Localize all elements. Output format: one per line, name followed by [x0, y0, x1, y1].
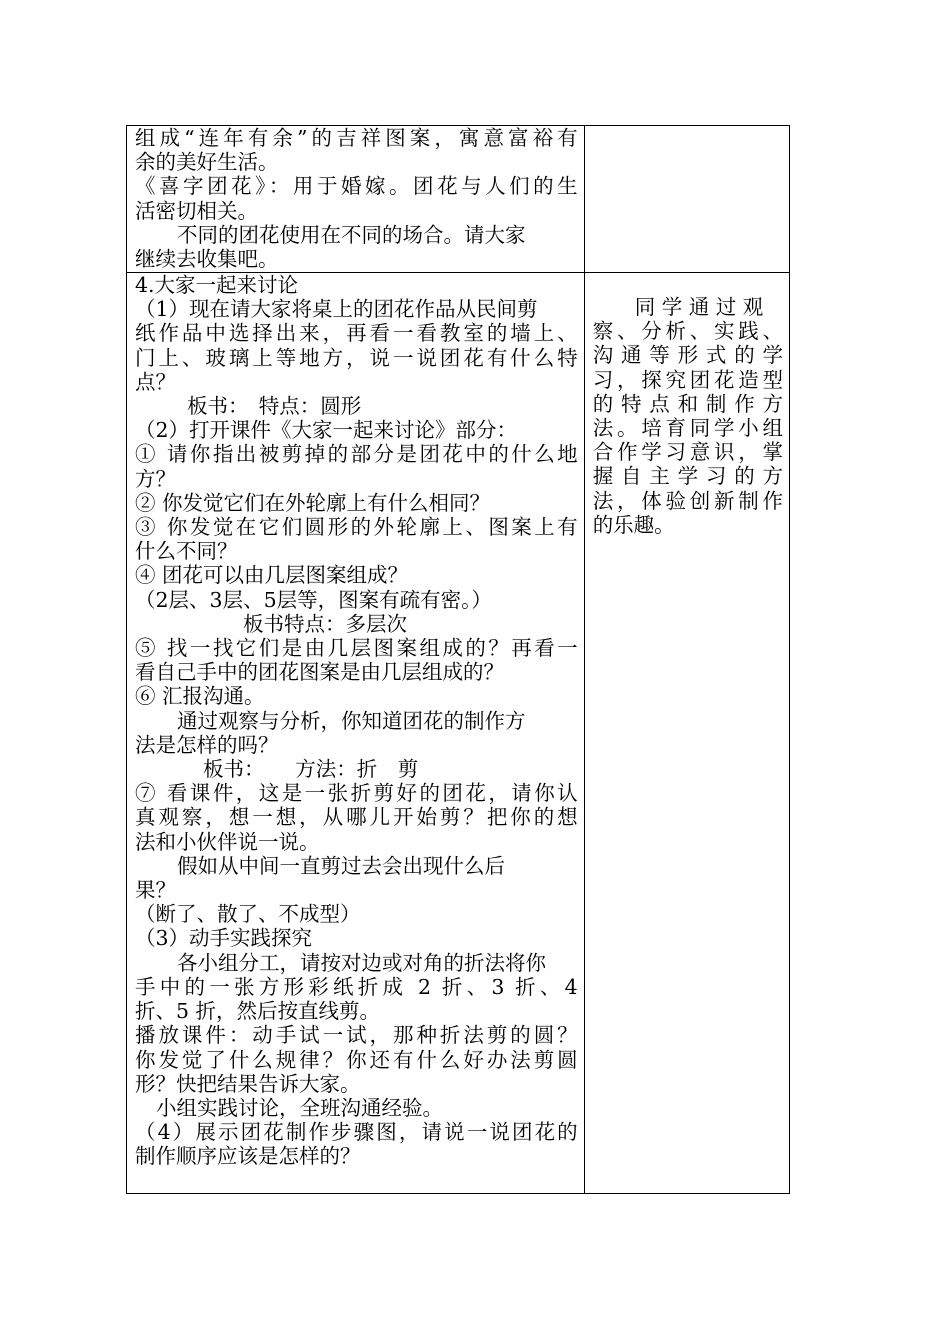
text-line: 察、分析、实践、: [592, 319, 783, 344]
table-row: [127, 273, 790, 1194]
text-line: 同 学 通 过 观: [634, 295, 764, 319]
text-line: 继续去收集吧。: [135, 247, 279, 272]
text-line: ⑦ 看课件，这是一张折剪好的团花，请你认: [135, 781, 578, 806]
text-line: 余的美好生活。: [135, 150, 279, 175]
text-line: 果？: [135, 878, 176, 903]
lesson-plan-table: [126, 125, 790, 1194]
section-heading: 4.大家一起来讨论: [135, 273, 299, 297]
text-line: （3）动手实践探究: [135, 926, 313, 951]
text-line: ③ 你发觉在它们圆形的外轮廓上、图案上有: [135, 515, 578, 540]
text-line: 握自主学习的方: [592, 464, 783, 489]
text-line: 假如从中间一直剪过去会出现什么后: [177, 853, 505, 878]
blackboard-note: 板书： 特点：圆形: [187, 394, 362, 419]
text-line: （1）现在请大家将桌上的团花作品从民间剪: [135, 297, 538, 322]
blackboard-note: 板书： 方法：折 剪: [203, 757, 419, 782]
text-line: 各小组分工，请按对边或对角的折法将你: [177, 950, 546, 975]
text-line: 法。培育同学小组: [592, 416, 783, 441]
text-line: 法和小伙伴说一说。: [135, 829, 320, 854]
text-line: ⑥ 汇报沟通。: [135, 684, 265, 709]
text-line: 《喜字团花》：用于婚嫁。团花与人们的生: [135, 174, 578, 199]
text-line: 手中的一张方形彩纸折成 2 折、3 折、4: [135, 974, 578, 999]
text-line: 播放课件：动手试一试，那种折法剪的圆？: [135, 1023, 578, 1048]
text-line: 纸作品中选择出来，再看一看教室的墙上、: [135, 321, 578, 346]
lesson-content-cell: [127, 126, 585, 273]
text-line: 的特点和制作方: [592, 391, 783, 416]
design-intent-cell: [584, 273, 789, 1194]
lesson-content-cell: [127, 273, 585, 1194]
text-line: 的乐趣。: [592, 512, 675, 537]
text-line: （2）打开课件《大家一起来讨论》部分：: [135, 418, 518, 443]
text-line: 法是怎样的吗？: [135, 732, 279, 757]
text-line: 制作顺序应该是怎样的？: [135, 1144, 361, 1169]
design-intent-cell: [584, 126, 789, 273]
text-line: 折、5 折，然后按直线剪。: [135, 999, 381, 1024]
text-line: 活密切相关。: [135, 198, 258, 223]
text-line: ② 你发觉它们在外轮廓上有什么相同？: [135, 490, 491, 515]
text-line: （4）展示团花制作步骤图，请说一说团花的: [135, 1120, 578, 1145]
design-intent-text: [593, 273, 783, 537]
text-line: 看自己手中的团花图案是由几层组成的？: [135, 660, 504, 685]
text-line: 不同的团花使用在不同的场合。请大家: [177, 222, 526, 247]
text-line: ① 请你指出被剪掉的部分是团花中的什么地: [135, 442, 578, 467]
text-line: ⑤ 找一找它们是由几层图案组成的？再看一: [135, 636, 578, 661]
text-line: 点？: [135, 369, 176, 394]
text-line: 方？: [135, 466, 176, 491]
text-line: 什么不同？: [135, 539, 238, 564]
text-line: （断了、散了、不成型）: [135, 902, 361, 927]
text-line: 形？快把结果告诉大家。: [135, 1071, 361, 1096]
text-line: （2层、3层、5层等，图案有疏有密。）: [135, 587, 492, 612]
text-line: 合作学习意识，掌: [592, 440, 783, 465]
text-line: 小组实践讨论，全班沟通经验。: [156, 1095, 443, 1120]
blackboard-note: 板书特点：多层次: [243, 611, 407, 636]
text-line: 沟通等形式的学: [592, 343, 783, 368]
text-line: 你发觉了什么规律？你还有什么好办法剪圆: [135, 1047, 578, 1072]
text-line: 习，探究团花造型: [592, 367, 783, 392]
text-line: ④ 团花可以由几层图案组成？: [135, 563, 409, 588]
text-line: 组成“连年有余”的吉祥图案，寓意富裕有: [135, 126, 578, 150]
text-line: 法，体验创新制作: [592, 488, 783, 513]
text-line: 通过观察与分析，你知道团花的制作方: [177, 708, 526, 733]
text-line: 真观察，想一想，从哪儿开始剪？把你的想: [135, 805, 578, 830]
table-row: [127, 126, 790, 273]
text-line: 门上、玻璃上等地方，说一说团花有什么特: [135, 345, 578, 370]
